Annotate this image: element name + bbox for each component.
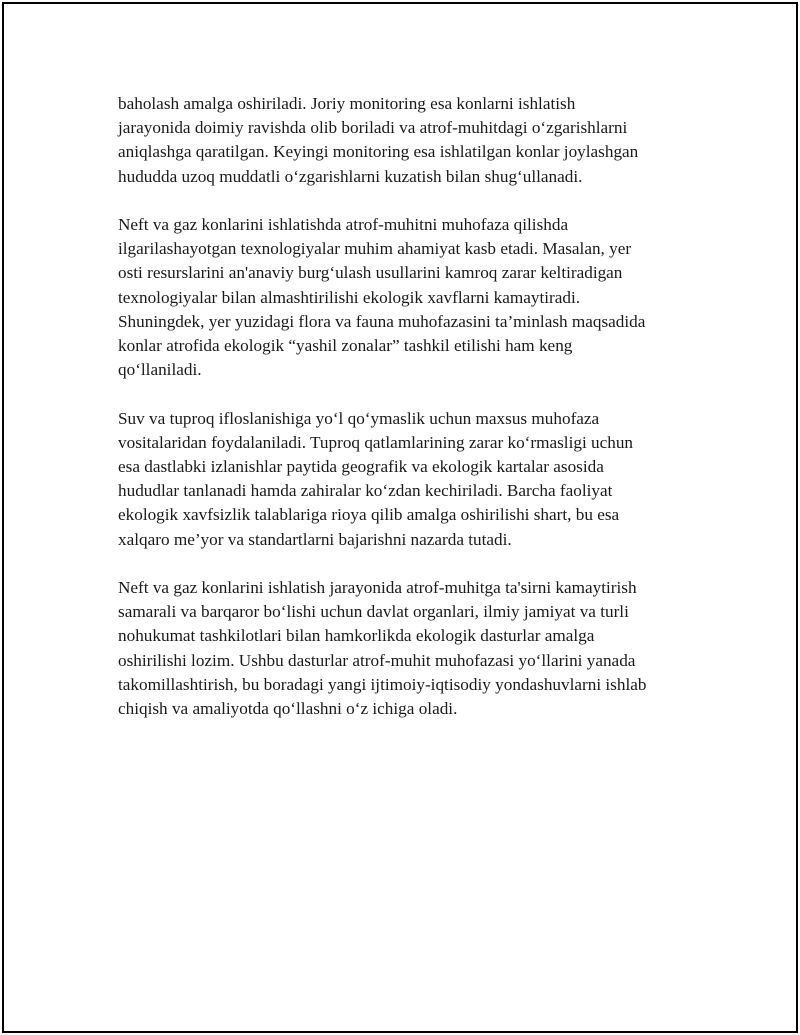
- text-line: osti resurslarini an'anaviy burg‘ulash usullarini kamroq zarar keltiradigan: [118, 263, 623, 283]
- text-line: konlar atrofida ekologik “yashil zonalar” tashkil etilishi ham keng: [118, 336, 573, 356]
- text-line: Shuningdek, yer yuzidagi flora va fauna muhofazasini ta’minlash maqsadida: [118, 311, 646, 331]
- text-line: jarayonida doimiy ravishda olib boriladi va atrof-muhitdagi o‘zgarishlarni: [118, 118, 628, 138]
- text-line: Suv va tuproq ifloslanishiga yo‘l qo‘ymaslik uchun maxsus muhofaza: [118, 408, 600, 428]
- text-line: ekologik xavfsizlik talablariga rioya qilib amalga oshirilishi shart, bu esa: [118, 505, 620, 525]
- text-line: vositalaridan foydalaniladi. Tuproq qatlamlarining zarar ko‘rmasligi uchun: [118, 432, 634, 452]
- text-line: xalqaro me’yor va standartlarni bajarishni nazarda tutadi.: [118, 529, 512, 549]
- text-line: qo‘llaniladi.: [118, 360, 202, 380]
- text-line: texnologiyalar bilan almashtirilishi ekologik xavflarni kamaytiradi.: [118, 287, 581, 307]
- text-line: aniqlashga qaratilgan. Keyingi monitoring esa ishlatilgan konlar joylashgan: [118, 142, 639, 162]
- text-line: takomillashtirish, bu boradagi yangi ijtimoiy-iqtisodiy yondashuvlarni ishlab: [118, 674, 647, 694]
- paragraph-1: [118, 92, 698, 189]
- text-line: chiqish va amaliyotda qo‘llashni o‘z ichiga oladi.: [118, 699, 458, 719]
- text-line: hududda uzoq muddatli o‘zgarishlarni kuzatish bilan shug‘ullanadi.: [118, 166, 583, 186]
- paragraph-4: [118, 576, 698, 721]
- document-body: [118, 92, 698, 745]
- text-line: hududlar tanlanadi hamda zahiralar ko‘zdan kechiriladi. Barcha faoliyat: [118, 481, 613, 501]
- text-line: Neft va gaz konlarini ishlatish jarayonida atrof-muhitga ta'sirni kamaytirish: [118, 578, 637, 598]
- text-line: samarali va barqaror bo‘lishi uchun davlat organlari, ilmiy jamiyat va turli: [118, 602, 629, 622]
- text-line: ilgarilashayotgan texnologiyalar muhim ahamiyat kasb etadi. Masalan, yer: [118, 239, 632, 259]
- text-line: nohukumat tashkilotlari bilan hamkorlikda ekologik dasturlar amalga: [118, 626, 595, 646]
- paragraph-3: [118, 407, 698, 552]
- text-line: esa dastlabki izlanishlar paytida geografik va ekologik kartalar asosida: [118, 457, 604, 477]
- text-line: baholash amalga oshiriladi. Joriy monitoring esa konlarni ishlatish: [118, 94, 576, 113]
- text-line: oshirilishi lozim. Ushbu dasturlar atrof-muhit muhofazasi yo‘llarini yanada: [118, 650, 636, 670]
- paragraph-2: [118, 213, 698, 382]
- text-line: Neft va gaz konlarini ishlatishda atrof-muhitni muhofaza qilishda: [118, 215, 569, 234]
